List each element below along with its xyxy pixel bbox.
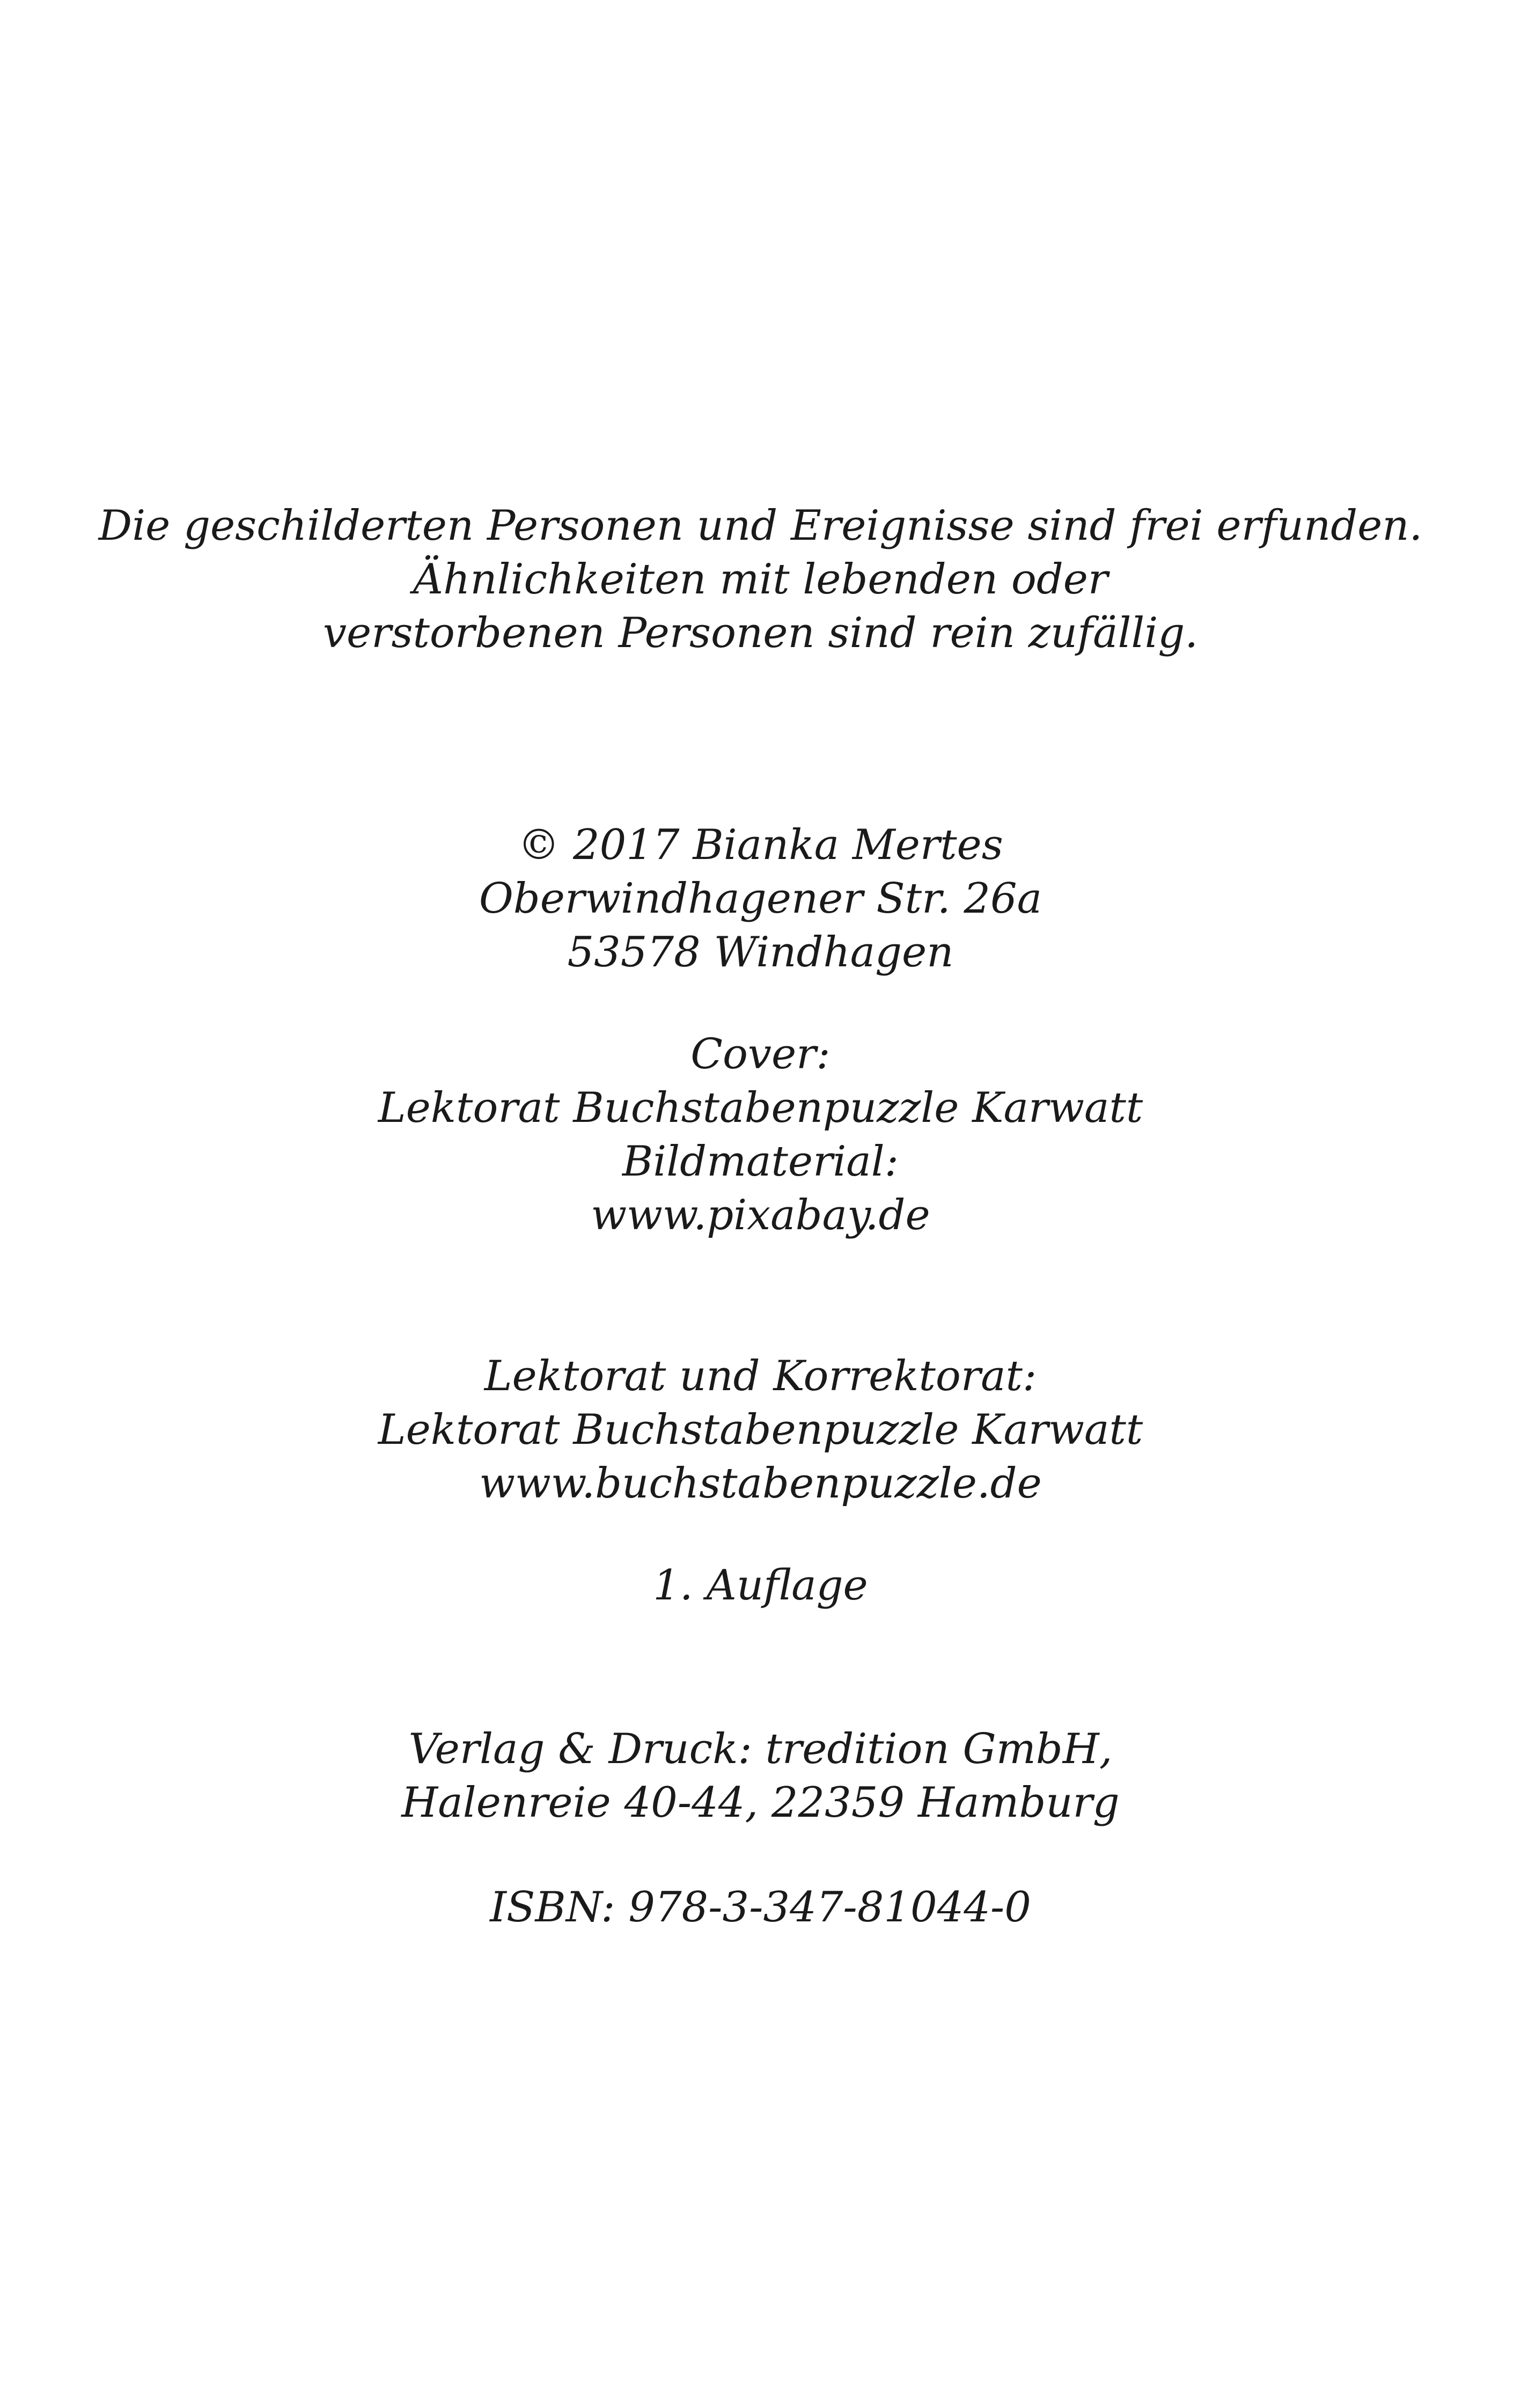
editing-label: Lektorat und Korrektorat: — [484, 1352, 1037, 1400]
cover-credit: Lektorat Buchstabenpuzzle Karwatt — [378, 1084, 1143, 1132]
isbn-block — [0, 1881, 1521, 1934]
cover-label: Cover: — [690, 1030, 831, 1078]
publisher-block — [0, 1722, 1521, 1830]
image-material-source: www.pixabay.de — [591, 1191, 930, 1239]
address-city: 53578 Windhagen — [567, 928, 954, 977]
disclaimer-line: Die geschilderten Personen und Ereignisse sind frei erfunden. — [98, 502, 1423, 550]
copyright-line: © 2017 Bianka Mertes — [518, 821, 1003, 869]
isbn-line: ISBN: 978-3-347-81044-0 — [490, 1883, 1031, 1932]
publisher-address: Halenreie 40-44, 22359 Hamburg — [401, 1779, 1120, 1827]
disclaimer-line: verstorbenen Personen sind rein zufällig. — [322, 609, 1199, 657]
copyright-block — [0, 818, 1521, 979]
editing-credits-block — [0, 1349, 1521, 1510]
address-street: Oberwindhagener Str. 26a — [479, 875, 1042, 923]
cover-credits-block — [0, 1027, 1521, 1242]
publisher-line: Verlag & Druck: tredition GmbH, — [408, 1725, 1113, 1773]
editing-website: www.buchstabenpuzzle.de — [479, 1459, 1042, 1508]
disclaimer-line: Ähnlichkeiten mit lebenden oder — [413, 555, 1108, 604]
disclaimer-block — [0, 499, 1521, 660]
editing-credit: Lektorat Buchstabenpuzzle Karwatt — [378, 1406, 1143, 1454]
image-material-label: Bildmaterial: — [622, 1137, 899, 1186]
edition-block — [0, 1559, 1521, 1612]
edition-line: 1. Auflage — [653, 1561, 868, 1610]
